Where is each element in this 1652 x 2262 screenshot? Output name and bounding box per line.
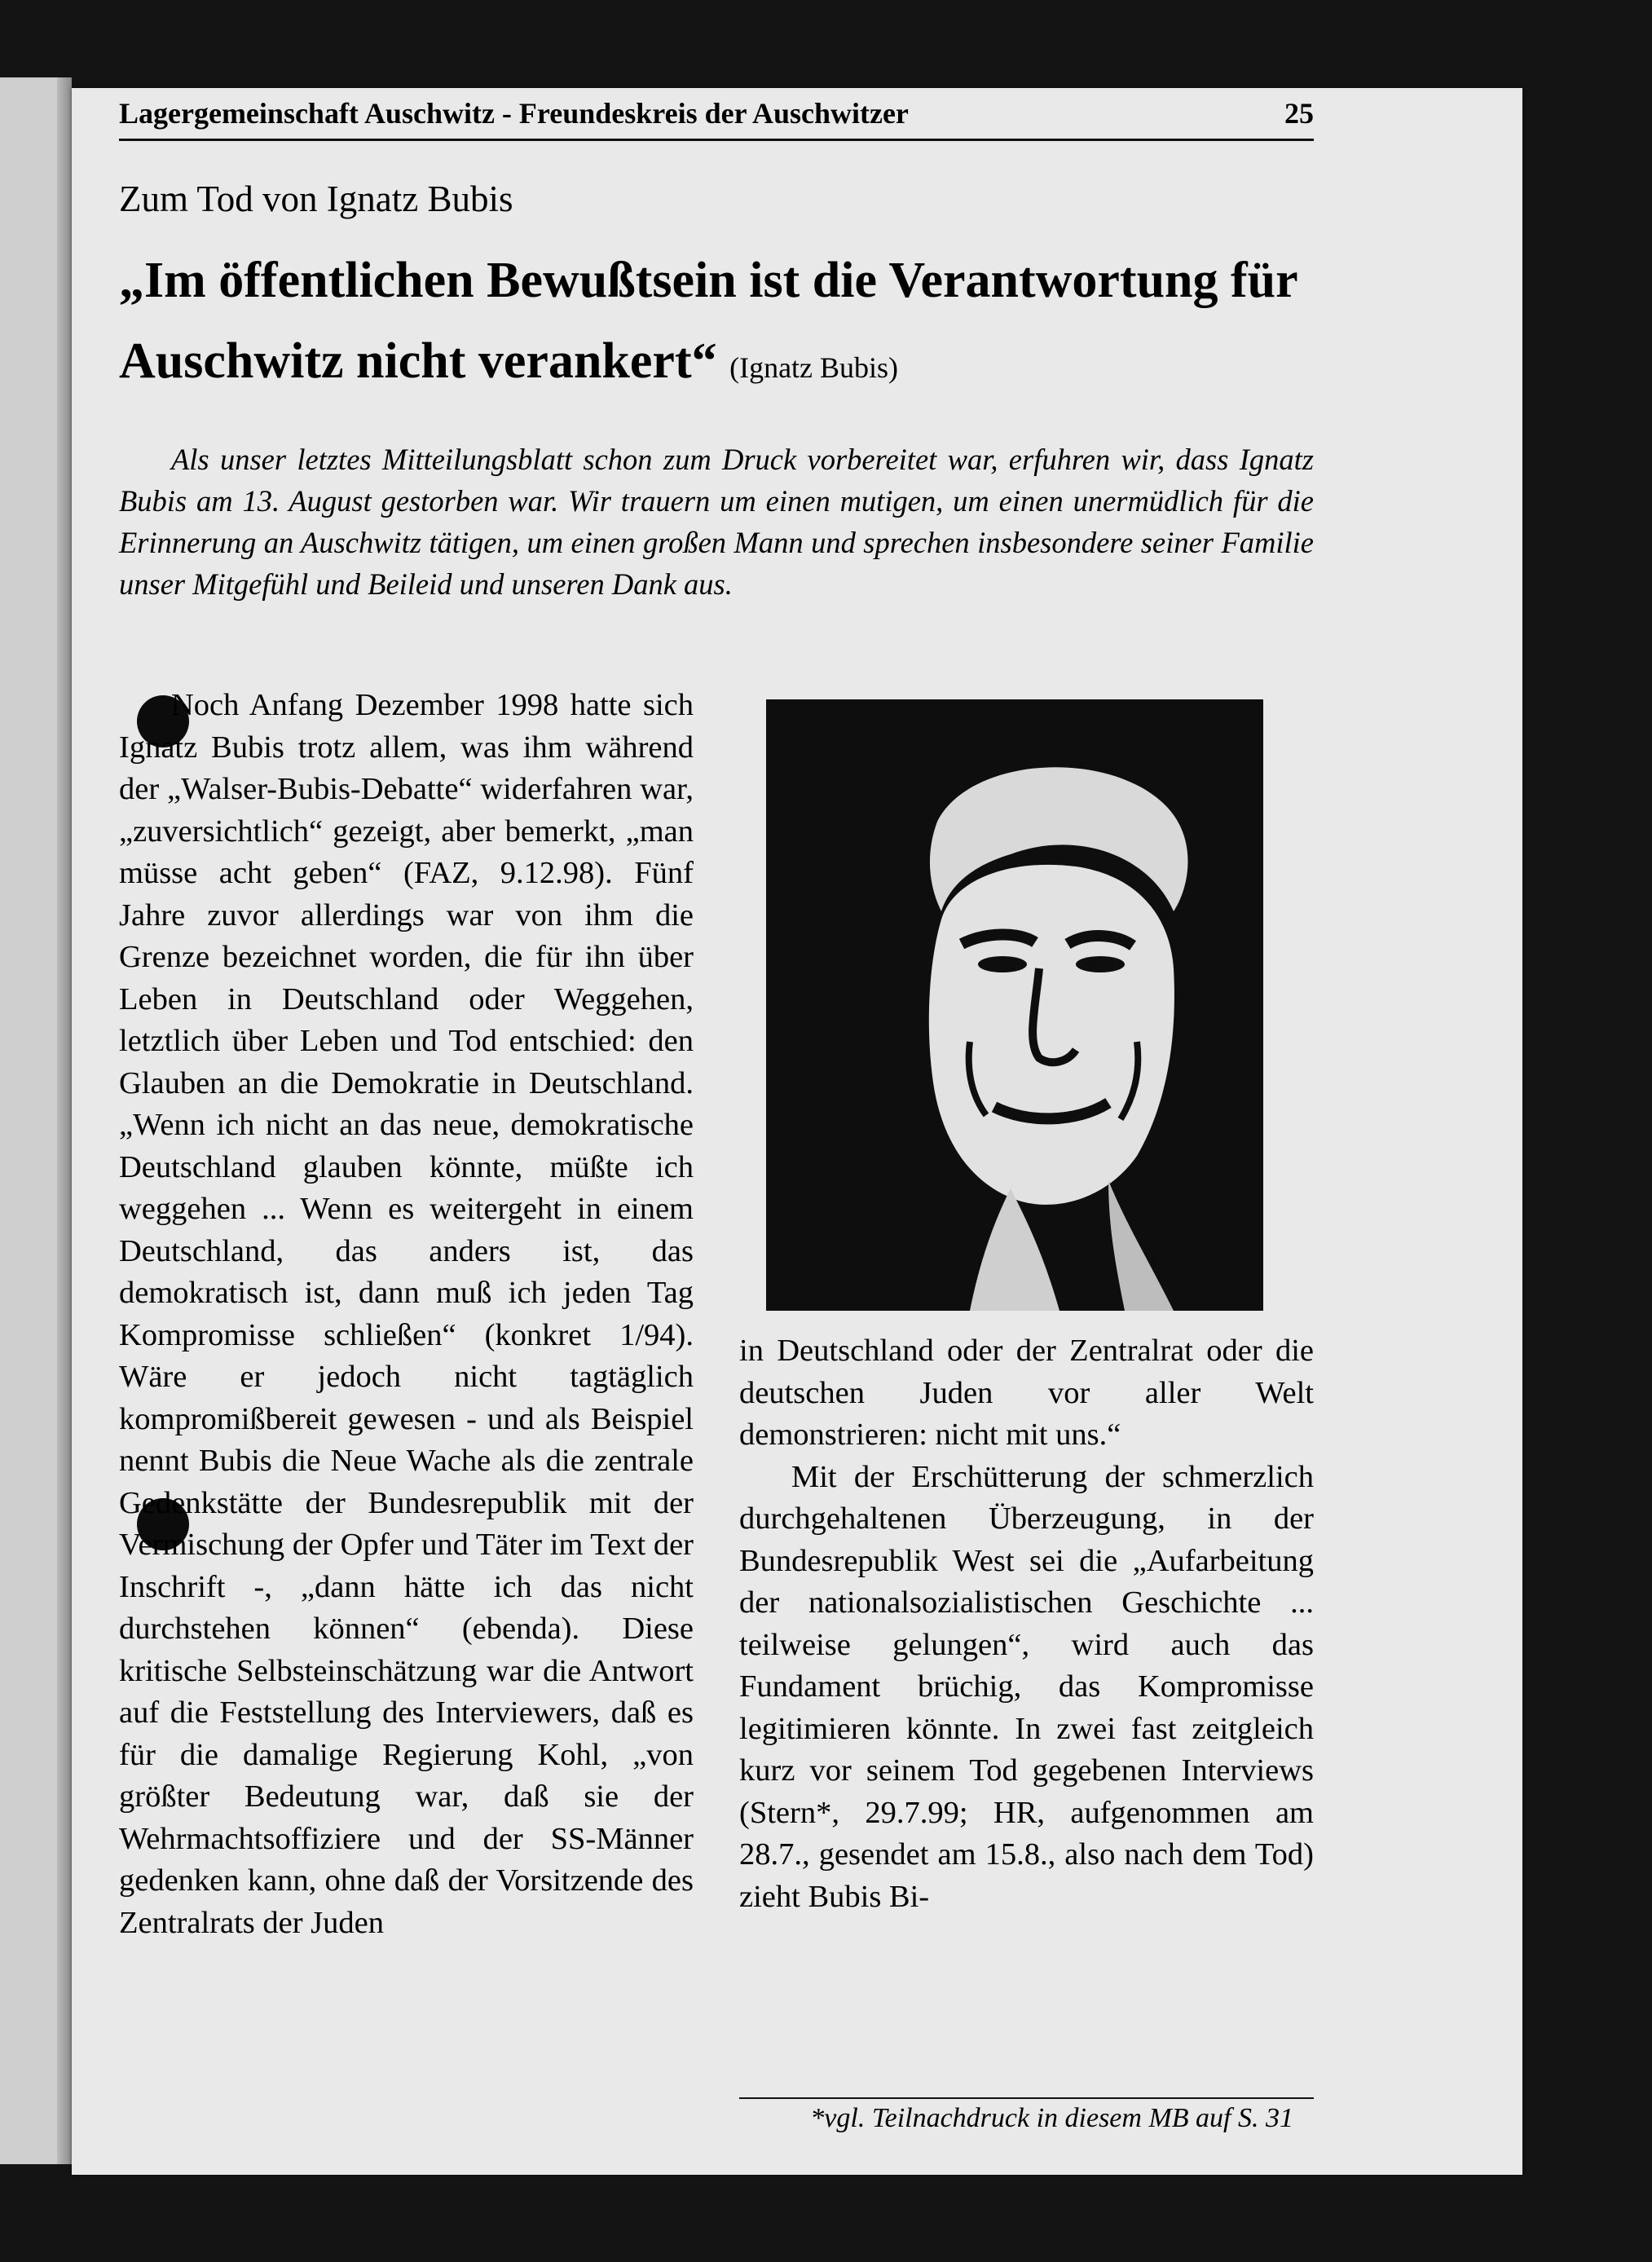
right-column-paragraph-1: in Deutschland oder der Zentralrat oder die deutschen Juden vor aller Welt demonstrieren: nicht mit uns.“: [739, 1334, 1314, 1452]
footnote-rule: [739, 2097, 1314, 2099]
header-rule: [119, 139, 1314, 141]
portrait-image: [766, 699, 1263, 1311]
running-header: [119, 96, 1314, 130]
facing-page-edge: [57, 77, 72, 2164]
article-kicker: Zum Tod von Ignatz Bubis: [119, 179, 513, 219]
article-headline: [119, 240, 1314, 408]
portrait-photo: [766, 699, 1263, 1311]
headline-text: „Im öffentlichen Bewußtsein ist die Verantwortung für Auschwitz nicht verankert“: [119, 253, 1297, 389]
article-lead: Als unser letztes Mitteilungsblatt schon zum Druck vorbereitet war, erfuhren wir, dass Ignatz Bubis am 13. August gestorben war. Wir trauern um einen mutigen, um einen unermüdlich für die Erinnerung an Auschwitz tätigen, um einen großen Mann und sprechen insbesondere seiner Familie unser Mitgefühl und Beileid und unseren Dank aus.: [119, 443, 1314, 601]
body-column-right: [739, 1330, 1314, 1918]
header-title: Lagergemeinschaft Auschwitz - Freundeskreis der Auschwitzer: [119, 97, 909, 130]
headline-attribution: (Ignatz Bubis): [729, 351, 899, 384]
facing-page: [0, 77, 65, 2164]
page-number: 25: [1284, 97, 1314, 130]
footnote: *vgl. Teilnachdruck in diesem MB auf S. 31: [810, 2103, 1293, 2133]
right-column-paragraph-2: Mit der Erschütterung der schmerzlich durchgehaltenen Überzeugung, in der Bundesrepublik West sei die „Aufarbeitung der nationalsozialistischen Geschichte ... teilweise gelungen“, wird auch das Fundament brüchig, das Kompromisse legitimieren könnte. In zwei fast zeitgleich kurz vor seinem Tod gegebenen Interviews (Stern*, 29.7.99; HR, aufgenommen am 28.7., gesendet am 15.8., also nach dem Tod) zieht Bubis Bi-: [739, 1459, 1314, 1914]
body-column-left: Noch Anfang Dezember 1998 hatte sich Ignatz Bubis trotz allem, was ihm während der „Walser-Bubis-Debatte“ widerfahren war, „zuversichtlich“ gezeigt, aber bemerkt, „man müsse acht geben“ (FAZ, 9.12.98). Fünf Jahre zuvor allerdings war von ihm die Grenze bezeichnet worden, die für ihn über Leben in Deutschland oder Weggehen, letztlich über Leben und Tod entschied: den Glauben an die Demokratie in Deutschland. „Wenn ich nicht an das neue, demokratische Deutschland glauben könnte, müßte ich weggehen ... Wenn es weitergeht in einem Deutschland, das anders ist, das demokratisch ist, dann muß ich jeden Tag Kompromisse schließen“ (konkret 1/94). Wäre er jedoch nicht tagtäglich kompromißbereit gewesen - und als Beispiel nennt Bubis die Neue Wache als die zentrale Gedenkstätte der Bundesrepublik mit der Vermischung der Opfer und Täter im Text der Inschrift -, „dann hätte ich das nicht durchstehen können“ (ebenda). Diese kritische Selbsteinschätzung war die Antwort auf die Feststellung des Interviewers, daß es für die damalige Regierung Kohl, „von größter Bedeutung war, daß sie der Wehrmachtsoffiziere und der SS-Männer gedenken kann, ohne daß der Vorsitzende des Zentralrats der Juden: [119, 688, 694, 1940]
